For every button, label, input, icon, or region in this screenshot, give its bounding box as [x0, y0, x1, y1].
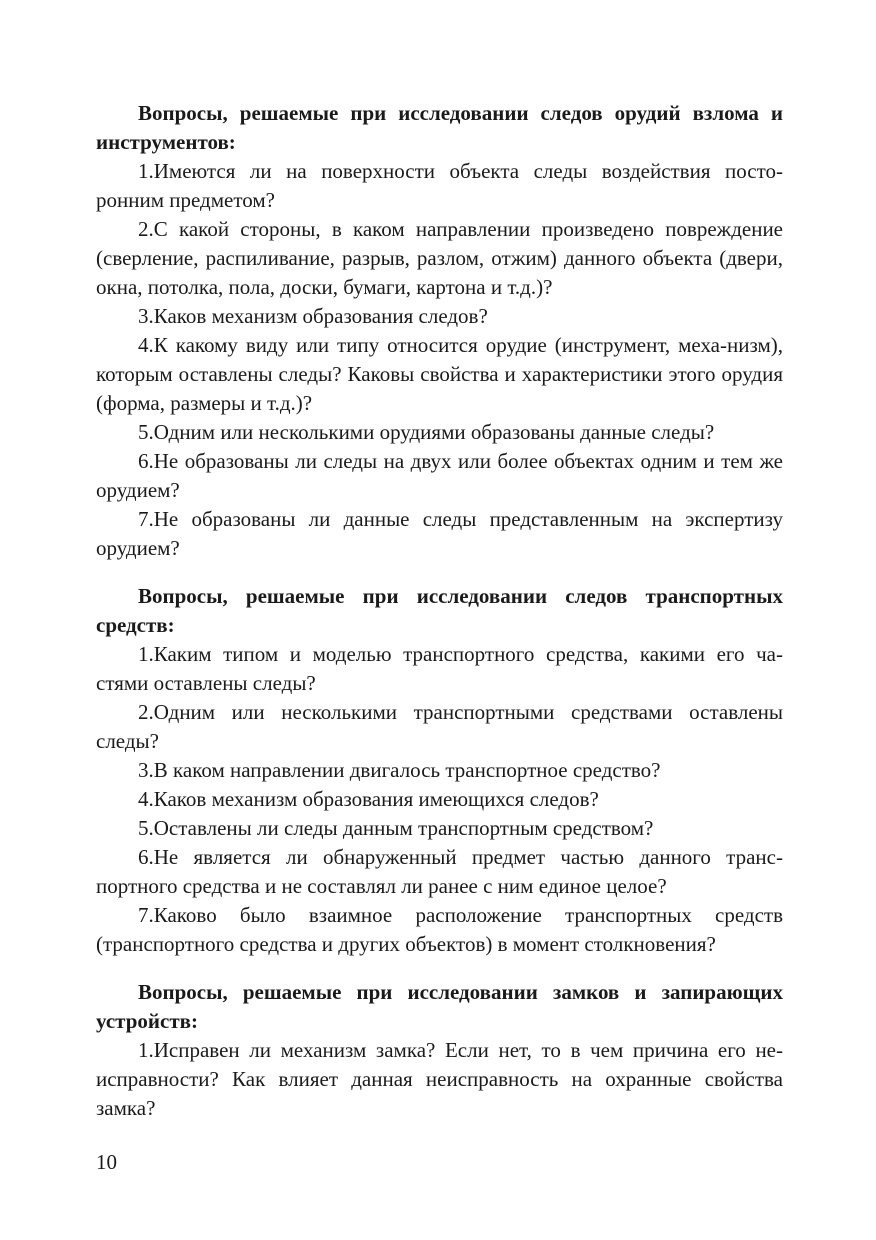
section-heading: Вопросы, решаемые при исследовании следов орудий взлома и инструментов: — [96, 101, 783, 154]
question-item: 7.Каково было взаимное расположение транспортных средств (транспортного средства и других объектов) в момент столкновения? — [96, 903, 783, 956]
question-item: 2.С какой стороны, в каком направлении произведено повреждение (сверление, распиливание, разрыв, разлом, отжим) данного объекта (двери, окна, потолка, пола, доски, бумаги, картона и т.д.)? — [96, 217, 783, 299]
question-item: 5.Оставлены ли следы данным транспортным средством? — [138, 816, 654, 840]
question-item: 4.Каков механизм образования имеющихся следов? — [138, 787, 599, 811]
question-item: 7.Не образованы ли данные следы представленным на экспертизу орудием? — [96, 507, 783, 560]
section-tool-marks — [96, 99, 783, 563]
page-content — [96, 99, 783, 1142]
question-item: 6.Не образованы ли следы на двух или более объектах одним и тем же орудием? — [96, 449, 783, 502]
question-item: 5.Одним или несколькими орудиями образованы данные следы? — [138, 420, 715, 444]
question-item: 2.Одним или несколькими транспортными средствами оставлены следы? — [96, 700, 783, 753]
section-heading: Вопросы, решаемые при исследовании следов транспортных средств: — [96, 584, 783, 637]
question-item: 1.Имеются ли на поверхности объекта следы воздействия посто-ронним предметом? — [96, 159, 783, 212]
question-item: 3.Каков механизм образования следов? — [138, 304, 488, 328]
question-item: 3.В каком направлении двигалось транспортное средство? — [138, 758, 661, 782]
question-item: 1.Каким типом и моделью транспортного средства, какими его ча-стями оставлены следы? — [96, 642, 783, 695]
section-vehicle-traces — [96, 582, 783, 959]
page-number: 10 — [96, 1150, 117, 1174]
section-locks — [96, 978, 783, 1123]
question-item: 4.К какому виду или типу относится орудие (инструмент, меха-низм), которым оставлены следы? Каковы свойства и характеристики этого орудия (форма, размеры и т.д.)? — [96, 333, 783, 415]
section-heading: Вопросы, решаемые при исследовании замков и запирающих устройств: — [96, 980, 783, 1033]
question-item: 6.Не является ли обнаруженный предмет частью данного транс-портного средства и не составлял ли ранее с ним единое целое? — [96, 845, 783, 898]
question-item: 1.Исправен ли механизм замка? Если нет, то в чем причина его не-исправности? Как влияет данная неисправность на охранные свойства замка? — [96, 1038, 783, 1120]
